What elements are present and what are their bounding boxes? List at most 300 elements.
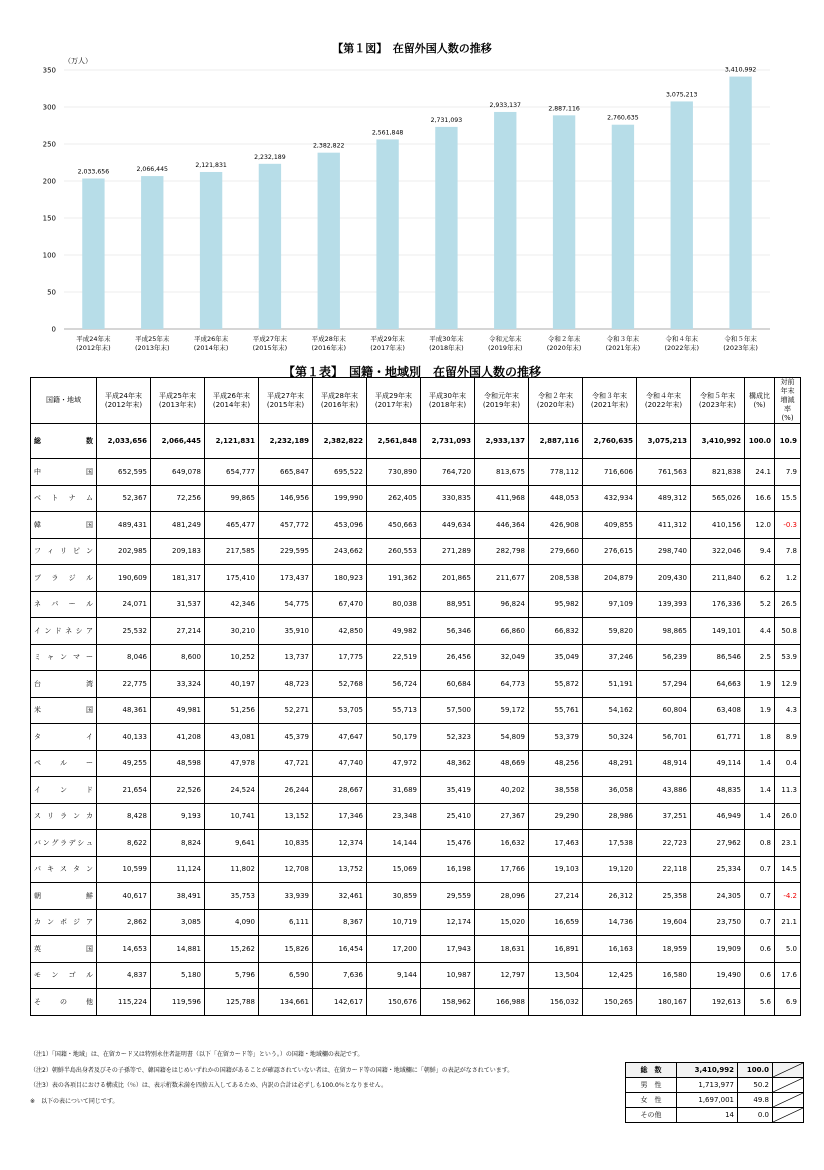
count-cell: 2,760,635 bbox=[583, 424, 637, 459]
count-cell: 199,990 bbox=[313, 485, 367, 512]
country-name: フ ィ リ ピ ン bbox=[31, 538, 97, 565]
count-cell: 16,454 bbox=[313, 936, 367, 963]
count-cell: 48,669 bbox=[475, 750, 529, 777]
count-cell: 3,075,213 bbox=[637, 424, 691, 459]
count-cell: 47,647 bbox=[313, 724, 367, 751]
count-cell: 217,585 bbox=[205, 538, 259, 565]
count-cell: 13,504 bbox=[529, 962, 583, 989]
count-cell: 47,972 bbox=[367, 750, 421, 777]
count-cell: 489,312 bbox=[637, 485, 691, 512]
table-row bbox=[31, 777, 801, 804]
gender-share: 50.2 bbox=[738, 1078, 773, 1093]
count-cell: 14,736 bbox=[583, 909, 637, 936]
count-cell: 31,537 bbox=[151, 591, 205, 618]
count-cell: 409,855 bbox=[583, 512, 637, 539]
count-cell: 43,081 bbox=[205, 724, 259, 751]
count-cell: 2,933,137 bbox=[475, 424, 529, 459]
y-tick-label: 150 bbox=[42, 214, 56, 223]
gender-label: 総 数 bbox=[626, 1063, 677, 1078]
count-cell: 32,049 bbox=[475, 644, 529, 671]
bar bbox=[553, 115, 575, 329]
count-cell: 40,133 bbox=[97, 724, 151, 751]
count-cell: 25,358 bbox=[637, 883, 691, 910]
count-cell: 18,631 bbox=[475, 936, 529, 963]
change-rate-cell: 8.9 bbox=[775, 724, 801, 751]
data-label: 3,410,992 bbox=[724, 66, 757, 74]
x-tick-label: 平成27年末 bbox=[252, 335, 288, 343]
count-cell: 56,239 bbox=[637, 644, 691, 671]
count-cell: 52,271 bbox=[259, 697, 313, 724]
count-cell: 260,553 bbox=[367, 538, 421, 565]
count-cell: 146,956 bbox=[259, 485, 313, 512]
count-cell: 60,684 bbox=[421, 671, 475, 698]
x-tick-label: 平成30年末 bbox=[429, 335, 464, 343]
count-cell: 764,720 bbox=[421, 459, 475, 486]
count-cell: 37,251 bbox=[637, 803, 691, 830]
country-name: そ の 他 bbox=[31, 989, 97, 1016]
count-cell: 54,775 bbox=[259, 591, 313, 618]
count-cell: 10,252 bbox=[205, 644, 259, 671]
table-row bbox=[31, 512, 801, 539]
count-cell: 9,193 bbox=[151, 803, 205, 830]
count-cell: 86,546 bbox=[691, 644, 745, 671]
change-rate-cell: -4.2 bbox=[775, 883, 801, 910]
count-cell: 61,771 bbox=[691, 724, 745, 751]
count-cell: 446,364 bbox=[475, 512, 529, 539]
country-name: 韓 国 bbox=[31, 512, 97, 539]
country-name: パ キ ス タ ン bbox=[31, 856, 97, 883]
count-cell: 10,987 bbox=[421, 962, 475, 989]
count-cell: 13,152 bbox=[259, 803, 313, 830]
count-cell: 22,519 bbox=[367, 644, 421, 671]
x-tick-label: 平成24年末 bbox=[76, 335, 111, 343]
count-cell: 15,262 bbox=[205, 936, 259, 963]
count-cell: 95,982 bbox=[529, 591, 583, 618]
gender-count: 1,713,977 bbox=[677, 1078, 738, 1093]
data-label: 2,760,635 bbox=[607, 114, 639, 122]
count-cell: 166,988 bbox=[475, 989, 529, 1016]
table-row bbox=[31, 485, 801, 512]
count-cell: 47,978 bbox=[205, 750, 259, 777]
count-cell: 778,112 bbox=[529, 459, 583, 486]
y-tick-label: 200 bbox=[42, 177, 56, 186]
bar bbox=[200, 172, 222, 329]
change-rate-cell: 53.9 bbox=[775, 644, 801, 671]
count-cell: 17,346 bbox=[313, 803, 367, 830]
share-cell: 0.6 bbox=[745, 936, 775, 963]
table-row bbox=[31, 724, 801, 751]
bar bbox=[729, 77, 751, 329]
count-cell: 3,410,992 bbox=[691, 424, 745, 459]
bar bbox=[318, 153, 340, 329]
gender-row bbox=[626, 1063, 804, 1078]
count-cell: 24,305 bbox=[691, 883, 745, 910]
hatched-cell bbox=[773, 1063, 804, 1078]
country-name: ペ ル ー bbox=[31, 750, 97, 777]
count-cell: 32,461 bbox=[313, 883, 367, 910]
y-tick-label: 300 bbox=[42, 103, 56, 112]
count-cell: 66,860 bbox=[475, 618, 529, 645]
count-cell: 59,172 bbox=[475, 697, 529, 724]
count-cell: 322,046 bbox=[691, 538, 745, 565]
count-cell: 10,835 bbox=[259, 830, 313, 857]
gender-table bbox=[625, 1062, 804, 1123]
count-cell: 8,367 bbox=[313, 909, 367, 936]
x-tick-label-western: (2020年末) bbox=[546, 344, 582, 352]
count-cell: 22,118 bbox=[637, 856, 691, 883]
table-row bbox=[31, 909, 801, 936]
count-cell: 201,865 bbox=[421, 565, 475, 592]
count-cell: 229,595 bbox=[259, 538, 313, 565]
share-cell: 0.8 bbox=[745, 830, 775, 857]
share-cell: 24.1 bbox=[745, 459, 775, 486]
total-row bbox=[31, 424, 801, 459]
count-cell: 330,835 bbox=[421, 485, 475, 512]
count-cell: 28,667 bbox=[313, 777, 367, 804]
table-row bbox=[31, 750, 801, 777]
count-cell: 465,477 bbox=[205, 512, 259, 539]
hatched-cell bbox=[773, 1093, 804, 1108]
count-cell: 202,985 bbox=[97, 538, 151, 565]
hatched-cell bbox=[773, 1108, 804, 1123]
count-cell: 191,362 bbox=[367, 565, 421, 592]
count-cell: 40,202 bbox=[475, 777, 529, 804]
count-cell: 15,069 bbox=[367, 856, 421, 883]
count-cell: 57,500 bbox=[421, 697, 475, 724]
gender-count: 1,697,001 bbox=[677, 1093, 738, 1108]
count-cell: 2,382,822 bbox=[313, 424, 367, 459]
count-cell: 46,949 bbox=[691, 803, 745, 830]
gender-row bbox=[626, 1108, 804, 1123]
share-cell: 1.9 bbox=[745, 671, 775, 698]
share-cell: 12.0 bbox=[745, 512, 775, 539]
gender-label: 女 性 bbox=[626, 1093, 677, 1108]
y-tick-label: 350 bbox=[42, 66, 56, 75]
count-cell: 8,600 bbox=[151, 644, 205, 671]
count-cell: 43,886 bbox=[637, 777, 691, 804]
count-cell: 716,606 bbox=[583, 459, 637, 486]
data-label: 2,033,656 bbox=[77, 168, 110, 176]
count-cell: 25,532 bbox=[97, 618, 151, 645]
count-cell: 139,393 bbox=[637, 591, 691, 618]
table-row bbox=[31, 697, 801, 724]
count-cell: 30,210 bbox=[205, 618, 259, 645]
count-cell: 19,120 bbox=[583, 856, 637, 883]
count-cell: 17,775 bbox=[313, 644, 367, 671]
data-label: 2,066,445 bbox=[136, 166, 168, 174]
count-cell: 36,058 bbox=[583, 777, 637, 804]
count-cell: 211,677 bbox=[475, 565, 529, 592]
count-cell: 37,246 bbox=[583, 644, 637, 671]
table-row bbox=[31, 671, 801, 698]
count-cell: 53,705 bbox=[313, 697, 367, 724]
count-cell: 448,053 bbox=[529, 485, 583, 512]
count-cell: 12,708 bbox=[259, 856, 313, 883]
share-cell: 9.4 bbox=[745, 538, 775, 565]
count-cell: 26,312 bbox=[583, 883, 637, 910]
count-cell: 48,598 bbox=[151, 750, 205, 777]
y-tick-label: 100 bbox=[42, 251, 56, 260]
count-cell: 2,121,831 bbox=[205, 424, 259, 459]
count-cell: 2,033,656 bbox=[97, 424, 151, 459]
count-cell: 4,090 bbox=[205, 909, 259, 936]
count-cell: 49,255 bbox=[97, 750, 151, 777]
count-cell: 150,265 bbox=[583, 989, 637, 1016]
count-cell: 56,724 bbox=[367, 671, 421, 698]
change-rate-cell: -0.3 bbox=[775, 512, 801, 539]
count-cell: 49,981 bbox=[151, 697, 205, 724]
count-cell: 24,524 bbox=[205, 777, 259, 804]
share-cell: 0.7 bbox=[745, 883, 775, 910]
share-cell: 6.2 bbox=[745, 565, 775, 592]
count-cell: 12,797 bbox=[475, 962, 529, 989]
count-cell: 181,317 bbox=[151, 565, 205, 592]
count-cell: 64,663 bbox=[691, 671, 745, 698]
count-cell: 59,820 bbox=[583, 618, 637, 645]
bar bbox=[435, 127, 457, 329]
count-cell: 10,599 bbox=[97, 856, 151, 883]
count-cell: 12,174 bbox=[421, 909, 475, 936]
count-cell: 22,526 bbox=[151, 777, 205, 804]
count-cell: 25,334 bbox=[691, 856, 745, 883]
count-cell: 821,838 bbox=[691, 459, 745, 486]
count-cell: 4,837 bbox=[97, 962, 151, 989]
count-cell: 16,891 bbox=[529, 936, 583, 963]
count-cell: 13,737 bbox=[259, 644, 313, 671]
country-name: 中 国 bbox=[31, 459, 97, 486]
header-col: 平成28年末 (2016年末) bbox=[313, 378, 367, 424]
count-cell: 27,367 bbox=[475, 803, 529, 830]
data-label: 2,933,137 bbox=[489, 101, 521, 109]
country-name: ベ ト ナ ム bbox=[31, 485, 97, 512]
y-tick-label: 0 bbox=[51, 325, 56, 334]
count-cell: 23,750 bbox=[691, 909, 745, 936]
count-cell: 457,772 bbox=[259, 512, 313, 539]
count-cell: 17,766 bbox=[475, 856, 529, 883]
change-rate-cell: 4.3 bbox=[775, 697, 801, 724]
header-col: 平成30年末 (2018年末) bbox=[421, 378, 475, 424]
count-cell: 654,777 bbox=[205, 459, 259, 486]
x-tick-label-western: (2019年末) bbox=[487, 344, 523, 352]
x-tick-label: 平成29年末 bbox=[370, 335, 405, 343]
count-cell: 150,676 bbox=[367, 989, 421, 1016]
x-tick-label: 令和元年末 bbox=[489, 335, 522, 343]
count-cell: 29,290 bbox=[529, 803, 583, 830]
count-cell: 262,405 bbox=[367, 485, 421, 512]
count-cell: 64,773 bbox=[475, 671, 529, 698]
count-cell: 21,654 bbox=[97, 777, 151, 804]
count-cell: 98,865 bbox=[637, 618, 691, 645]
count-cell: 298,740 bbox=[637, 538, 691, 565]
count-cell: 11,124 bbox=[151, 856, 205, 883]
count-cell: 209,430 bbox=[637, 565, 691, 592]
count-cell: 8,046 bbox=[97, 644, 151, 671]
table-row bbox=[31, 803, 801, 830]
count-cell: 60,804 bbox=[637, 697, 691, 724]
count-cell: 51,256 bbox=[205, 697, 259, 724]
x-tick-label-western: (2016年末) bbox=[311, 344, 347, 352]
header-nationality: 国籍・地域 bbox=[31, 378, 97, 424]
count-cell: 17,538 bbox=[583, 830, 637, 857]
country-name: 米 国 bbox=[31, 697, 97, 724]
count-cell: 22,775 bbox=[97, 671, 151, 698]
count-cell: 48,291 bbox=[583, 750, 637, 777]
count-cell: 2,232,189 bbox=[259, 424, 313, 459]
x-tick-label: 平成25年末 bbox=[135, 335, 170, 343]
count-cell: 35,753 bbox=[205, 883, 259, 910]
count-cell: 115,224 bbox=[97, 989, 151, 1016]
count-cell: 209,183 bbox=[151, 538, 205, 565]
count-cell: 16,632 bbox=[475, 830, 529, 857]
count-cell: 426,908 bbox=[529, 512, 583, 539]
change-rate-cell: 17.6 bbox=[775, 962, 801, 989]
x-tick-label-western: (2012年末) bbox=[76, 344, 111, 352]
count-cell: 52,323 bbox=[421, 724, 475, 751]
count-cell: 67,470 bbox=[313, 591, 367, 618]
table-header-row bbox=[31, 378, 801, 424]
count-cell: 63,408 bbox=[691, 697, 745, 724]
count-cell: 19,909 bbox=[691, 936, 745, 963]
count-cell: 17,463 bbox=[529, 830, 583, 857]
data-label: 2,382,822 bbox=[313, 142, 345, 150]
count-cell: 282,798 bbox=[475, 538, 529, 565]
count-cell: 15,826 bbox=[259, 936, 313, 963]
count-cell: 158,962 bbox=[421, 989, 475, 1016]
count-cell: 48,361 bbox=[97, 697, 151, 724]
count-cell: 28,986 bbox=[583, 803, 637, 830]
count-cell: 40,197 bbox=[205, 671, 259, 698]
gender-share: 49.8 bbox=[738, 1093, 773, 1108]
table-row bbox=[31, 591, 801, 618]
count-cell: 52,768 bbox=[313, 671, 367, 698]
change-rate-cell: 1.2 bbox=[775, 565, 801, 592]
x-tick-label: 令和４年末 bbox=[665, 335, 698, 343]
count-cell: 6,111 bbox=[259, 909, 313, 936]
count-cell: 22,723 bbox=[637, 830, 691, 857]
data-label: 2,887,116 bbox=[548, 105, 580, 113]
count-cell: 35,049 bbox=[529, 644, 583, 671]
count-cell: 15,476 bbox=[421, 830, 475, 857]
count-cell: 10,719 bbox=[367, 909, 421, 936]
country-name: 英 国 bbox=[31, 936, 97, 963]
count-cell: 8,622 bbox=[97, 830, 151, 857]
count-cell: 80,038 bbox=[367, 591, 421, 618]
count-cell: 813,675 bbox=[475, 459, 529, 486]
count-cell: 41,208 bbox=[151, 724, 205, 751]
table-row bbox=[31, 565, 801, 592]
change-rate-cell: 15.5 bbox=[775, 485, 801, 512]
table-body bbox=[31, 424, 801, 1016]
count-cell: 48,256 bbox=[529, 750, 583, 777]
x-tick-label-western: (2021年末) bbox=[605, 344, 641, 352]
count-cell: 50,179 bbox=[367, 724, 421, 751]
x-tick-label-western: (2017年末) bbox=[370, 344, 405, 352]
note-3: （注3）表の各項目における構成比（％）は、表示桁数未満を四捨五入してあるため、内訳の合計は必ずしも100.0％となりません。 bbox=[30, 1082, 388, 1089]
count-cell: 208,538 bbox=[529, 565, 583, 592]
change-rate-cell: 0.4 bbox=[775, 750, 801, 777]
change-rate-cell: 7.9 bbox=[775, 459, 801, 486]
count-cell: 8,824 bbox=[151, 830, 205, 857]
count-cell: 26,456 bbox=[421, 644, 475, 671]
table-row bbox=[31, 989, 801, 1016]
count-cell: 190,609 bbox=[97, 565, 151, 592]
change-rate-cell: 14.5 bbox=[775, 856, 801, 883]
count-cell: 48,914 bbox=[637, 750, 691, 777]
count-cell: 449,634 bbox=[421, 512, 475, 539]
country-name: バ ン グ ラ デ シ ュ bbox=[31, 830, 97, 857]
header-col: 令和５年末 (2023年末) bbox=[691, 378, 745, 424]
count-cell: 35,910 bbox=[259, 618, 313, 645]
data-label: 2,561,848 bbox=[371, 129, 404, 137]
count-cell: 33,939 bbox=[259, 883, 313, 910]
table-row bbox=[31, 883, 801, 910]
count-cell: 243,662 bbox=[313, 538, 367, 565]
count-cell: 24,071 bbox=[97, 591, 151, 618]
count-cell: 19,490 bbox=[691, 962, 745, 989]
table-row bbox=[31, 962, 801, 989]
count-cell: 54,809 bbox=[475, 724, 529, 751]
share-cell: 2.5 bbox=[745, 644, 775, 671]
count-cell: 56,701 bbox=[637, 724, 691, 751]
count-cell: 156,032 bbox=[529, 989, 583, 1016]
count-cell: 27,214 bbox=[529, 883, 583, 910]
bar bbox=[259, 164, 281, 329]
count-cell: 180,923 bbox=[313, 565, 367, 592]
count-cell: 204,879 bbox=[583, 565, 637, 592]
change-rate-cell: 26.0 bbox=[775, 803, 801, 830]
count-cell: 665,847 bbox=[259, 459, 313, 486]
note-2: （注2）朝鮮半島出身者及びその子孫等で、韓国籍をはじめいずれかの国籍があることが確認されていない者は、在留カード等の国籍・地域欄に「朝鮮」の表記がなされています。 bbox=[30, 1066, 514, 1074]
bar bbox=[612, 125, 634, 329]
y-tick-label: 50 bbox=[47, 288, 56, 297]
share-cell: 0.7 bbox=[745, 856, 775, 883]
table-row bbox=[31, 644, 801, 671]
count-cell: 48,835 bbox=[691, 777, 745, 804]
table-row bbox=[31, 936, 801, 963]
data-label: 2,731,093 bbox=[430, 116, 463, 124]
count-cell: 31,689 bbox=[367, 777, 421, 804]
count-cell: 489,431 bbox=[97, 512, 151, 539]
change-rate-cell: 21.1 bbox=[775, 909, 801, 936]
header-col: 平成24年末 (2012年末) bbox=[97, 378, 151, 424]
share-cell: 1.4 bbox=[745, 777, 775, 804]
x-tick-label: 令和２年末 bbox=[547, 335, 581, 343]
country-name: カ ン ボ ジ ア bbox=[31, 909, 97, 936]
bar bbox=[141, 176, 163, 329]
count-cell: 97,109 bbox=[583, 591, 637, 618]
count-cell: 72,256 bbox=[151, 485, 205, 512]
gender-label: その他 bbox=[626, 1108, 677, 1123]
header-col: 対前年末 増減率 (%) bbox=[775, 378, 801, 424]
count-cell: 695,522 bbox=[313, 459, 367, 486]
note-1: （注1）「国籍・地域」は、在留カード又は特別永住者証明書（以下「在留カード等」という。）の国籍・地域欄の表記です。 bbox=[30, 1051, 364, 1058]
count-cell: 38,558 bbox=[529, 777, 583, 804]
data-label: 2,232,189 bbox=[254, 153, 286, 161]
count-cell: 16,163 bbox=[583, 936, 637, 963]
count-cell: 33,324 bbox=[151, 671, 205, 698]
count-cell: 411,968 bbox=[475, 485, 529, 512]
x-tick-label-western: (2018年末) bbox=[429, 344, 464, 352]
count-cell: 149,101 bbox=[691, 618, 745, 645]
count-cell: 54,162 bbox=[583, 697, 637, 724]
count-cell: 9,144 bbox=[367, 962, 421, 989]
count-cell: 14,881 bbox=[151, 936, 205, 963]
count-cell: 48,362 bbox=[421, 750, 475, 777]
count-cell: 173,437 bbox=[259, 565, 313, 592]
share-cell: 1.4 bbox=[745, 750, 775, 777]
country-name: ブ ラ ジ ル bbox=[31, 565, 97, 592]
table-row bbox=[31, 618, 801, 645]
